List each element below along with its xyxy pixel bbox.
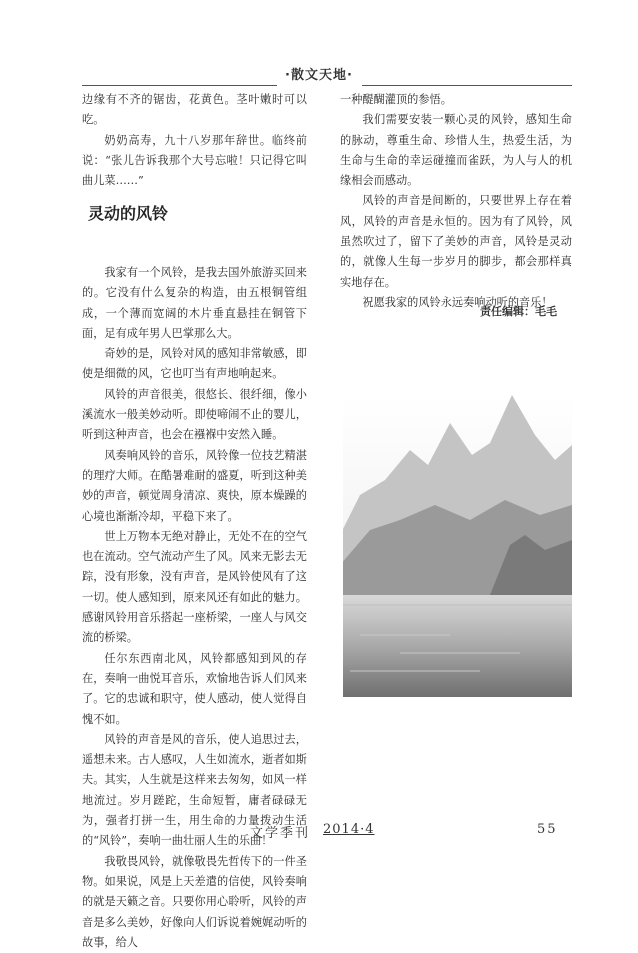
left-column-top <box>82 90 307 191</box>
paragraph: 边缘有不齐的锯齿，花黄色。茎叶嫩时可以吃。 <box>82 93 307 127</box>
header-rule-left <box>82 85 277 86</box>
footer-journal-name: 文学季刊 <box>250 826 311 841</box>
paragraph: 任尔东西南北风，风铃都感知到风的存在，奏响一曲悦耳音乐，欢愉地告诉人们风来了。它的忠诚和职守，使人感动，使人觉得自愧不如。 <box>82 651 307 726</box>
paragraph: 祝愿我家的风铃永远奏响动听的音乐！ <box>362 295 553 309</box>
article-body-right <box>340 90 572 313</box>
article-title: 灵动的风铃 <box>88 204 169 223</box>
paragraph: 我敬畏风铃，就像敬畏先哲传下的一件圣物。如果说，风是上天差遣的信使，风铃奏响的就是天籁之音。只要你用心聆听，风铃的声音是多么美妙，好像向人们诉说着婉娓动听的故事，给人 <box>82 854 307 949</box>
paragraph: 一种醍醐灌顶的参悟。 <box>340 93 452 106</box>
paragraph: 世上万物本无绝对静止，无处不在的空气也在流动。空气流动产生了风。风来无影去无踪，没有形象，没有声音，是风铃使风有了这一切。使人感知到，原来风还有如此的魅力。感谢风铃用音乐搭起一座桥梁，一座人与风交流的桥梁。 <box>82 529 307 645</box>
article-body-left <box>82 263 307 953</box>
paragraph: 风铃的声音是间断的，只要世界上存在着风，风铃的声音是永恒的。因为有了风铃，风虽然吹过了，留下了美妙的声音，风铃是灵动的，就像人生每一步岁月的脚步，都会那样真实地存在。 <box>340 194 572 289</box>
paragraph: 风铃的声音很美，很悠长、很纤细，像小溪流水一般美妙动听。即使啼闹不止的婴儿，听到这种声音，也会在襁褓中安然入睡。 <box>82 387 307 442</box>
paragraph: 奶奶高寿，九十八岁那年辞世。临终前说：“张儿告诉我那个大号忘啦！只记得它叫曲儿菜……” <box>82 133 307 188</box>
header-rule-right <box>362 85 572 86</box>
section-header: ·散文天地· <box>285 68 353 83</box>
paragraph: 风奏响风铃的音乐，风铃像一位技艺精湛的理疗大师。在酷暑难耐的盛夏，听到这种美妙的声音，顿觉周身清凉、爽快，原本燥躁的心境也渐渐冷却，平稳下来了。 <box>82 448 307 523</box>
editor-credit: 责任编辑：毛毛 <box>480 305 557 318</box>
mountain-lake-illustration <box>340 395 572 697</box>
paragraph: 我家有一个风铃，是我去国外旅游买回来的。它没有什么复杂的构造，由五根铜管组成，一个薄而宽阔的木片垂直悬挂在铜管下面，足有成年男人巴掌那么大。 <box>82 266 307 340</box>
footer-issue: 2014·4 <box>323 822 375 837</box>
page-number: 55 <box>537 822 558 837</box>
paragraph: 我们需要安装一颗心灵的风铃，感知生命的脉动，尊重生命、珍惜人生，热爱生活，为生命与生命的幸运碰撞而雀跃，为人与人的机缘相会而感动。 <box>340 113 572 188</box>
paragraph: 风铃的声音是风的音乐，使人追思过去，遥想未来。古人感叹，人生如流水，逝者如斯夫。其实，人生就是这样来去匆匆，如风一样地流过。岁月蹉跎，生命短暂，庸者碌碌无为，强者打拼一生，用生命的力量拨动生活的“风铃”，奏响一曲壮丽人生的乐曲！ <box>82 732 307 848</box>
paragraph: 奇妙的是，风铃对风的感知非常敏感，即使是细微的风，它也叮当有声地响起来。 <box>82 347 307 381</box>
